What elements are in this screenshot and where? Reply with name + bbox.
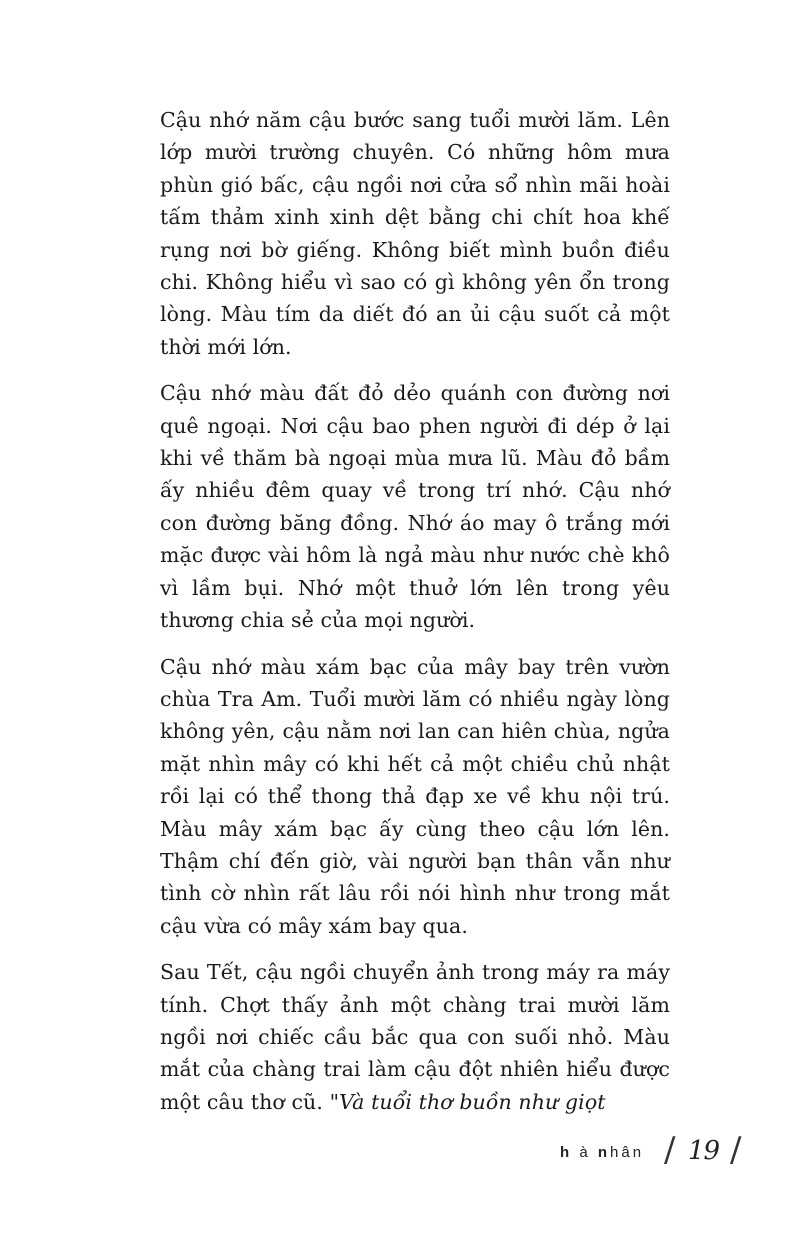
italic-quote: "Và tuổi thơ buồn như giọt [329, 1089, 606, 1114]
page-number: 19 [688, 1136, 720, 1166]
divider-slash: / [664, 1130, 676, 1170]
paragraph-1: Cậu nhớ năm cậu bước sang tuổi mười lăm. Lên lớp mười trường chuyên. Có những hôm mưa phùn gió bấc, cậu ngồi nơi cửa sổ nhìn mãi hoài tấm thảm xinh xinh dệt bằng chi chít hoa khế rụng nơi bờ giếng. Không biết mình buồn điều chi. Không hiểu vì sao có gì không yên ổn trong lòng. Màu tím da diết đó an ủi cậu suốt cả một thời mới lớn. [160, 108, 670, 359]
author-rest-2: hân [610, 1144, 645, 1161]
page-footer [560, 1130, 760, 1170]
paragraph-4-text: Sau Tết, cậu ngồi chuyển ảnh trong máy ra máy tính. Chợt thấy ảnh một chàng trai mười lăm ngồi nơi chiếc cầu bắc qua con suối nhỏ. Màu mắt của chàng trai làm cậu đột nhiên hiểu được một câu thơ cũ. [160, 960, 670, 1114]
author-initial-2: n [597, 1144, 611, 1161]
divider-slash: / [730, 1130, 742, 1170]
paragraph-4 [160, 956, 670, 1118]
body-text [160, 104, 670, 1118]
author-name [560, 1144, 644, 1161]
paragraph-3: Cậu nhớ màu xám bạc của mây bay trên vườn chùa Tra Am. Tuổi mười lăm có nhiều ngày lòng không yên, cậu nằm nơi lan can hiên chùa, ngửa mặt nhìn mây có khi hết cả một chiều chủ nhật rồi lại có thể thong thả đạp xe về khu nội trú. Màu mây xám bạc ấy cùng theo cậu lớn lên. Thậm chí đến giờ, vài người bạn thân vẫn như tình cờ nhìn rất lâu rồi nói hình như trong mắt cậu vừa có mây xám bay qua. [160, 654, 670, 938]
paragraph-2: Cậu nhớ màu đất đỏ dẻo quánh con đường nơi quê ngoại. Nơi cậu bao phen người đi dép ở lại khi về thăm bà ngoại mùa mưa lũ. Màu đỏ bầm ấy nhiều đêm quay về trong trí nhớ. Cậu nhớ con đường băng đồng. Nhớ áo may ô trắng mới mặc được vài hôm là ngả màu như nước chè khô vì lầm bụi. Nhớ một thuở lớn lên trong yêu thương chia sẻ của mọi người. [160, 381, 670, 633]
author-initial-1: h [560, 1144, 573, 1161]
author-rest-1: à [579, 1144, 591, 1161]
